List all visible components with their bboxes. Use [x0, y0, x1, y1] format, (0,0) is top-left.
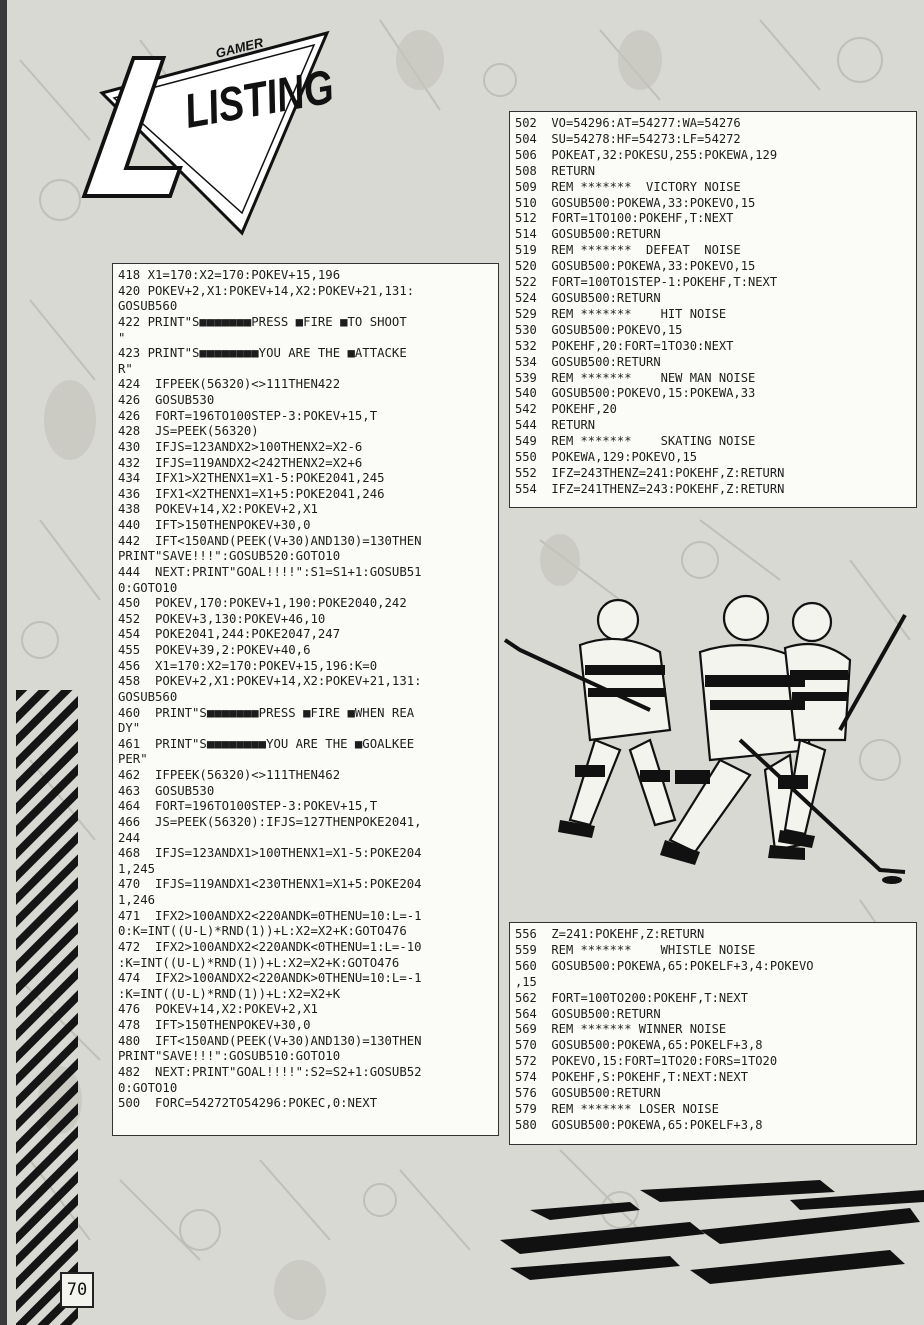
code-line: PRINT"SAVE!!!":GOSUB510:GOTO10	[118, 1049, 341, 1064]
decorative-speed-graphic	[490, 1180, 924, 1290]
code-line: ,15	[515, 974, 537, 989]
code-line: 509 REM ******* VICTORY NOISE	[515, 179, 741, 194]
code-line: 468 IFJS=123ANDX1>100THENX1=X1-5:POKE204	[118, 846, 422, 861]
code-line: 1,245	[118, 861, 156, 876]
code-line: 471 IFX2>100ANDX2<220ANDK=0THENU=10:L=-1	[118, 908, 422, 923]
code-line: 432 IFJS=119ANDX2<242THENX2=X2+6	[118, 455, 363, 470]
code-line: 530 GOSUB500:POKEVO,15	[515, 322, 683, 337]
code-line: 463 GOSUB530	[118, 783, 215, 798]
code-line: 524 GOSUB500:RETURN	[515, 290, 661, 305]
code-line: 458 POKEV+2,X1:POKEV+14,X2:POKEV+21,131:	[118, 674, 422, 689]
code-line: 529 REM ******* HIT NOISE	[515, 306, 727, 321]
logo-big-word: LISTING	[180, 53, 377, 139]
code-line: 480 IFT<150AND(PEEK(V+30)AND130)=130THEN	[118, 1033, 422, 1048]
code-line: 506 POKEAT,32:POKESU,255:POKEWA,129	[515, 147, 778, 162]
code-line: 428 JS=PEEK(56320)	[118, 424, 259, 439]
code-line: DY"	[118, 721, 141, 736]
code-line: 549 REM ******* SKATING NOISE	[515, 434, 756, 449]
code-line: 420 POKEV+2,X1:POKEV+14,X2:POKEV+21,131:	[118, 283, 415, 298]
code-line: 422 PRINT"S■■■■■■■PRESS ■FIRE ■TO SHOOT	[118, 314, 407, 329]
code-line: R"	[118, 361, 133, 376]
code-line: 424 IFPEEK(56320)<>111THEN422	[118, 377, 341, 392]
code-line: 576 GOSUB500:RETURN	[515, 1086, 661, 1101]
code-line: 438 POKEV+14,X2:POKEV+2,X1	[118, 502, 318, 517]
code-line: 540 GOSUB500:POKEVO,15:POKEWA,33	[515, 386, 756, 401]
listing-box-right-top	[509, 111, 917, 508]
code-line: :K=INT((U-L)*RND(1))+L:X2=X2+K	[118, 986, 341, 1001]
code-line: 514 GOSUB500:RETURN	[515, 227, 661, 242]
code-line: 461 PRINT"S■■■■■■■■YOU ARE THE ■GOALKEE	[118, 736, 415, 751]
code-line: 510 GOSUB500:POKEWA,33:POKEVO,15	[515, 195, 756, 210]
code-line: 426 GOSUB530	[118, 393, 215, 407]
code-line: 430 IFJS=123ANDX2>100THENX2=X2-6	[118, 439, 363, 454]
code-line: 562 FORT=100TO200:POKEHF,T:NEXT	[515, 990, 748, 1005]
code-line: 560 GOSUB500:POKEWA,65:POKELF+3,4:POKEVO	[515, 958, 814, 973]
left-binding-edge	[0, 0, 7, 1325]
code-line: 423 PRINT"S■■■■■■■■YOU ARE THE ■ATTACKE	[118, 346, 407, 361]
code-line: 580 GOSUB500:POKEWA,65:POKELF+3,8	[515, 1117, 763, 1132]
code-line: 466 JS=PEEK(56320):IFJS=127THENPOKE2041,	[118, 814, 422, 829]
code-line: 418 X1=170:X2=170:POKEV+15,196	[118, 268, 341, 282]
code-line: 522 FORT=100TO1STEP-1:POKEHF,T:NEXT	[515, 275, 778, 290]
code-line: 539 REM ******* NEW MAN NOISE	[515, 370, 756, 385]
listing-box-right-bottom	[509, 922, 917, 1145]
code-line: PER"	[118, 752, 148, 767]
code-line: 552 IFZ=243THENZ=241:POKEHF,Z:RETURN	[515, 465, 785, 480]
code-line: 244	[118, 830, 141, 845]
code-line: 0:K=INT((U-L)*RND(1))+L:X2=X2+K:GOTO476	[118, 924, 407, 939]
code-line: 474 IFX2>100ANDX2<220ANDK>0THENU=10:L=-1	[118, 971, 422, 986]
code-line: 572 POKEVO,15:FORT=1TO20:FORS=1TO20	[515, 1054, 778, 1069]
code-line: 454 POKE2041,244:POKE2047,247	[118, 627, 341, 642]
code-line: 556 Z=241:POKEHF,Z:RETURN	[515, 927, 705, 941]
code-line: 534 GOSUB500:RETURN	[515, 354, 661, 369]
code-line: 478 IFT>150THENPOKEV+30,0	[118, 1018, 311, 1032]
listing-box-left	[112, 263, 499, 1136]
code-line: 0:GOTO10	[118, 1080, 178, 1095]
code-line: 544 RETURN	[515, 418, 596, 433]
code-line: 554 IFZ=241THENZ=243:POKEHF,Z:RETURN	[515, 481, 785, 496]
code-line: 460 PRINT"S■■■■■■■PRESS ■FIRE ■WHEN REA	[118, 705, 415, 720]
code-line: 462 IFPEEK(56320)<>111THEN462	[118, 768, 341, 782]
code-line: 504 SU=54278:HF=54273:LF=54272	[515, 131, 741, 146]
code-line: 470 IFJS=119ANDX1<230THENX1=X1+5:POKE204	[118, 877, 422, 892]
code-line: 442 IFT<150AND(PEEK(V+30)AND130)=130THEN	[118, 533, 422, 548]
code-line: 444 NEXT:PRINT"GOAL!!!!":S1=S1+1:GOSUB51	[118, 564, 422, 579]
hockey-players-illustration	[500, 590, 920, 905]
code-line: 456 X1=170:X2=170:POKEV+15,196:K=0	[118, 658, 378, 673]
decorative-stripes	[16, 690, 78, 1325]
gamer-listing-logo	[92, 18, 377, 248]
code-line: 512 FORT=1TO100:POKEHF,T:NEXT	[515, 211, 734, 226]
code-line: 564 GOSUB500:RETURN	[515, 1006, 661, 1021]
code-line: 436 IFX1<X2THENX1=X1+5:POKE2041,246	[118, 486, 385, 501]
code-line: 532 POKEHF,20:FORT=1TO30:NEXT	[515, 338, 734, 353]
code-line: 472 IFX2>100ANDX2<220ANDK<0THENU=1:L=-10	[118, 939, 422, 954]
code-line: 574 POKEHF,S:POKEHF,T:NEXT:NEXT	[515, 1070, 748, 1085]
code-line: 455 POKEV+39,2:POKEV+40,6	[118, 643, 311, 657]
code-line: 434 IFX1>X2THENX1=X1-5:POKE2041,245	[118, 471, 385, 486]
code-line: 426 FORT=196TO100STEP-3:POKEV+15,T	[118, 408, 378, 423]
code-line: 452 POKEV+3,130:POKEV+46,10	[118, 611, 326, 626]
code-line: "	[118, 330, 126, 345]
code-line: 519 REM ******* DEFEAT NOISE	[515, 243, 741, 258]
logo-small-word: GAMER	[214, 34, 265, 61]
code-line: 476 POKEV+14,X2:POKEV+2,X1	[118, 1002, 318, 1017]
code-line: 464 FORT=196TO100STEP-3:POKEV+15,T	[118, 799, 378, 814]
code-line: 569 REM ******* WINNER NOISE	[515, 1022, 727, 1037]
code-line: 559 REM ******* WHISTLE NOISE	[515, 942, 756, 957]
code-line: PRINT"SAVE!!!":GOSUB520:GOTO10	[118, 549, 341, 564]
code-line: 500 FORC=54272TO54296:POKEC,0:NEXT	[118, 1096, 378, 1111]
code-line: 542 POKEHF,20	[515, 402, 617, 417]
code-line: 0:GOTO10	[118, 580, 178, 595]
code-line: 550 POKEWA,129:POKEVO,15	[515, 450, 698, 465]
code-line: 579 REM ******* LOSER NOISE	[515, 1101, 719, 1116]
code-line: 450 POKEV,170:POKEV+1,190:POKE2040,242	[118, 596, 407, 611]
code-line: GOSUB560	[118, 689, 178, 704]
page-number: 70	[60, 1272, 94, 1308]
code-line: 508 RETURN	[515, 163, 596, 178]
code-line: 520 GOSUB500:POKEWA,33:POKEVO,15	[515, 259, 756, 274]
code-line: GOSUB560	[118, 299, 178, 314]
code-line: 1,246	[118, 893, 156, 907]
code-line: 482 NEXT:PRINT"GOAL!!!!":S2=S2+1:GOSUB52	[118, 1064, 422, 1079]
code-line: :K=INT((U-L)*RND(1))+L:X2=X2+K:GOTO476	[118, 955, 400, 970]
code-line: 502 VO=54296:AT=54277:WA=54276	[515, 116, 741, 130]
code-line: 440 IFT>150THENPOKEV+30,0	[118, 518, 311, 532]
code-line: 570 GOSUB500:POKEWA,65:POKELF+3,8	[515, 1038, 763, 1053]
